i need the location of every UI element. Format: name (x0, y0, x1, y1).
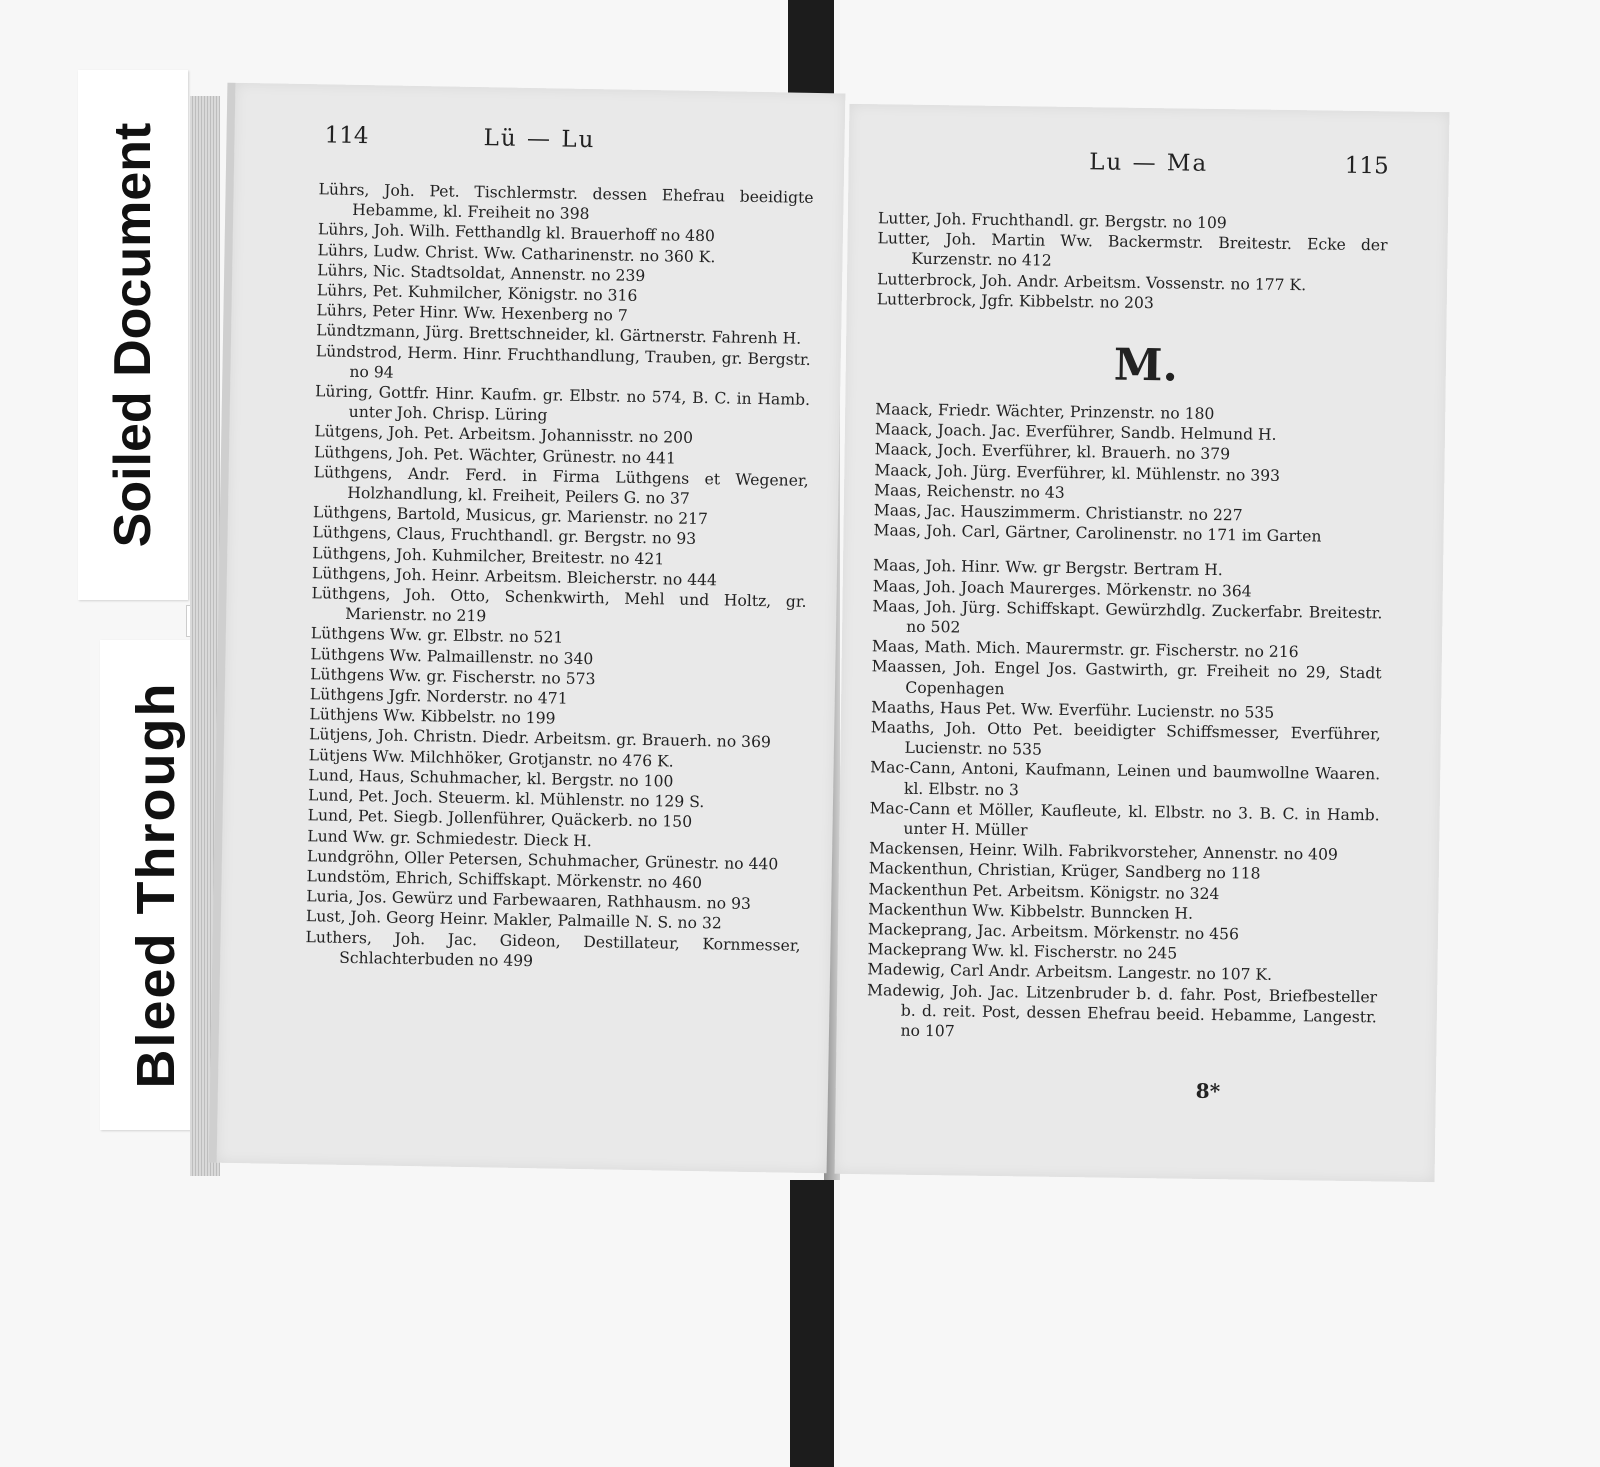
directory-entry: Lutter, Joh. Martin Ww. Backermstr. Breitestr. Ecke der Kurzenstr. no 412 (877, 229, 1388, 271)
directory-entry: Lüthjens Ww. Kibbelstr. no 199 (309, 705, 556, 728)
section-letter: M. (1113, 339, 1179, 392)
directory-entry: Lüthgens, Joh. Kuhmilcher, Breitestr. no 421 (312, 543, 665, 569)
page-number: 114 (324, 122, 369, 150)
directory-entry: Mackeprang, Jac. Arbeitsm. Mörkenstr. no 456 (867, 920, 1240, 944)
directory-entry: Lund, Haus, Schuhmacher, kl. Bergstr. no 100 (308, 766, 674, 791)
directory-entry: Mac-Cann, Antoni, Kaufmann, Leinen und baumwollne Waaren. kl. Elbstr. no 3 (870, 758, 1381, 799)
directory-entry: Lund, Pet. Joch. Steuerm. kl. Mühlenstr. no 129 S. (307, 786, 705, 812)
directory-entry: Lührs, Pet. Kuhmilcher, Königstr. no 316 (316, 281, 638, 305)
directory-entry: Maas, Math. Mich. Maurermstr. gr. Fischerstr. no 216 (871, 637, 1299, 662)
right-page (835, 104, 1450, 1182)
directory-entry: Maassen, Joh. Engel Jos. Gastwirth, gr. Freiheit no 29, Stadt Copenhagen (871, 657, 1382, 698)
directory-entry: Lührs, Nic. Stadtsoldat, Annenstr. no 239 (317, 261, 646, 285)
directory-entry: Maas, Joh. Carl, Gärtner, Carolinenstr. no 171 im Garten (873, 521, 1322, 546)
directory-entry: Mackenthun Pet. Arbeitsm. Königstr. no 324 (868, 879, 1220, 903)
directory-entry: Luthers, Joh. Jac. Gideon, Destillateur, Kornmesser, Schlachterbuden no 499 (305, 927, 801, 970)
signature-mark: 8* (1195, 1078, 1221, 1104)
directory-entry: Lüthgens, Andr. Ferd. in Firma Lüthgens et Wegener, Holzhandlung, kl. Freiheit, Peilers G. no 37 (313, 463, 809, 508)
directory-entries (866, 399, 1385, 1047)
directory-entry: Lührs, Ludw. Christ. Ww. Catharinenstr. no 360 K. (317, 240, 716, 266)
directory-entry: Lüring, Gottfr. Hinr. Kaufm. gr. Elbstr. no 574, B. C. in Hamb. unter Joh. Chrisp. Lüring (314, 382, 811, 425)
directory-entry: Lührs, Joh. Wilh. Fetthandlg kl. Brauerhoff no 480 (317, 220, 716, 246)
directory-entry: Maack, Joch. Everführer, kl. Brauerh. no 379 (874, 440, 1231, 464)
directory-entry: Mackensen, Heinr. Wilh. Fabrikvorsteher, Annenstr. no 409 (868, 839, 1338, 865)
directory-entry: Lüthgens Jgfr. Norderstr. no 471 (309, 685, 568, 708)
directory-entry: Maas, Joh. Joach Maurerges. Mörkenstr. no 364 (872, 576, 1252, 601)
left-page (209, 83, 846, 1174)
running-head: Lu — Ma (1089, 149, 1209, 177)
directory-entry: Lütjens Ww. Milchhöker, Grotjanstr. no 476 K. (308, 745, 674, 771)
directory-entry: Lündtzmann, Jürg. Brettschneider, kl. Gärtnerstr. Fahrenh H. (315, 321, 802, 349)
directory-entry: Luria, Jos. Gewürz und Farbewaaren, Rathhausm. no 93 (306, 887, 752, 914)
directory-entry: Lüthgens, Joh. Heinr. Arbeitsm. Bleicherstr. no 444 (311, 564, 718, 590)
directory-entry: Mac-Cann et Möller, Kaufleute, kl. Elbstr. no 3. B. C. in Hamb. unter H. Müller (869, 799, 1380, 840)
directory-entry: Madewig, Carl Andr. Arbeitsm. Langestr. no 107 K. (867, 960, 1273, 985)
directory-entry: Lüthgens Ww. Palmaillenstr. no 340 (310, 644, 594, 668)
bleed-through-text: Bleed Through (126, 681, 186, 1089)
directory-entry: Lütgens, Joh. Pet. Arbeitsm. Johannisstr. no 200 (314, 422, 694, 448)
directory-entry: Maaths, Haus Pet. Ww. Everführ. Lucienstr. no 535 (870, 698, 1275, 722)
directory-entry: Lutter, Joh. Fruchthandl. gr. Bergstr. no 109 (877, 209, 1227, 233)
directory-entries (877, 208, 1388, 316)
directory-entry: Lüthgens, Joh. Pet. Wächter, Grünestr. no 441 (313, 442, 677, 468)
directory-entries (305, 179, 814, 975)
right-page-header (848, 146, 1448, 184)
directory-entry: Mackeprang Ww. kl. Fischerstr. no 245 (867, 940, 1178, 963)
directory-entry: Lundgröhn, Oller Petersen, Schuhmacher, Grünestr. no 440 (306, 846, 779, 874)
directory-entry: Maaths, Joh. Otto Pet. beeidigter Schiffsmesser, Everführer, Lucienstr. no 535 (870, 718, 1381, 759)
directory-entry: Mackenthun, Christian, Krüger, Sandberg no 118 (868, 859, 1261, 884)
directory-entry: Lündstrod, Herm. Hinr. Fruchthandlung, Trauben, gr. Bergstr. no 94 (315, 341, 811, 382)
soiled-document-text: Soiled Document (104, 122, 162, 548)
directory-entry: Lüthgens, Bartold, Musicus, gr. Marienstr. no 217 (312, 503, 709, 529)
directory-entry: Lührs, Joh. Pet. Tischlermstr. dessen Ehefrau beeidigte Hebamme, kl. Freiheit no 398 (318, 180, 814, 224)
page-number: 115 (1344, 152, 1389, 180)
soiled-document-label (78, 70, 188, 600)
directory-entry: Maas, Joh. Hinr. Ww. gr Bergstr. Bertram H. (872, 556, 1223, 580)
directory-entry: Maack, Joh. Jürg. Everführer, kl. Mühlenstr. no 393 (874, 460, 1281, 485)
directory-entry: Maack, Joach. Jac. Everführer, Sandb. Helmund H. (874, 420, 1277, 445)
directory-entry: Lührs, Peter Hinr. Ww. Hexenberg no 7 (316, 301, 628, 325)
directory-entry: Madewig, Joh. Jac. Litzenbruder b. d. fahr. Post, Briefbesteller b. d. reit. Post, dessen Ehefrau beeid. Hebamme, Langestr. no 107 (867, 980, 1378, 1041)
directory-entry: Maack, Friedr. Wächter, Prinzenstr. no 180 (875, 400, 1215, 423)
directory-entry: Lütjens, Joh. Christn. Diedr. Arbeitsm. gr. Brauerh. no 369 (308, 725, 772, 752)
binding-strip-bottom (790, 1180, 834, 1467)
directory-entry: Lutterbrock, Jgfr. Kibbelstr. no 203 (876, 290, 1154, 312)
directory-entry: Lund, Pet. Siegb. Jollenführer, Quäckerb. no 150 (307, 806, 693, 832)
directory-entry: Mackenthun Ww. Kibbelstr. Bunncken H. (868, 900, 1194, 923)
directory-entry: Lund Ww. gr. Schmiedestr. Dieck H. (307, 826, 592, 850)
running-head: Lü — Lu (483, 125, 596, 154)
directory-entry: Lüthgens, Joh. Otto, Schenkwirth, Mehl und Holtz, gr. Marienstr. no 219 (311, 584, 807, 626)
directory-entry: Lutterbrock, Joh. Andr. Arbeitsm. Vossenstr. no 177 K. (876, 269, 1307, 294)
left-page-header (234, 121, 844, 162)
directory-entry: Lüthgens, Claus, Fruchthandl. gr. Bergstr. no 93 (312, 523, 697, 549)
directory-entry: Lust, Joh. Georg Heinr. Makler, Palmaille N. S. no 32 (305, 907, 722, 933)
directory-entry: Lüthgens Ww. gr. Elbstr. no 521 (310, 624, 564, 648)
directory-entry: Maas, Joh. Jürg. Schiffskapt. Gewürzhdlg. Zuckerfabr. Breitestr. no 502 (872, 597, 1383, 637)
directory-entry: Lüthgens Ww. gr. Fischerstr. no 573 (310, 665, 596, 689)
directory-entry: Maas, Jac. Hauszimmerm. Christianstr. no 227 (873, 501, 1243, 525)
directory-entry: Maas, Reichenstr. no 43 (873, 481, 1065, 502)
directory-entry: Lundstöm, Ehrich, Schiffskapt. Mörkenstr. no 460 (306, 867, 703, 892)
